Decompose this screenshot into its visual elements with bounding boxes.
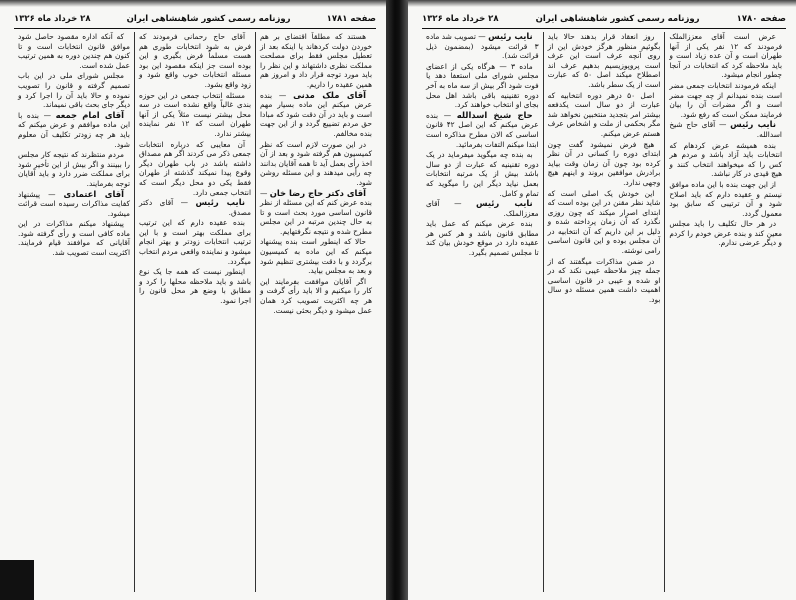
paragraph-text: حالا که اینطور است بنده پیشنهاد میکنم که این ماده به کمیسیون برگردد و با دقت بیشتری تنظیم شود و بعد به مجلس بیاید. (260, 237, 372, 276)
left-page (0, 0, 386, 600)
paragraph-text: از این جهت بنده با این ماده موافق نیستم و عقیده دارم که باید اصلاح شود و آن ترتیبی که سابق بود معمول گردد. (669, 179, 782, 218)
paragraph-text: روز انعقاد قرار بدهند حالا باید بگوئیم منظور هرگز خودش این از روی آنچه عرف است این عرف است پروپوزیسیم بدهیم عرف اند اصطلاح میکند اصل ۵۰ که عبارت است از یک سطر باشد. (547, 32, 661, 89)
paragraph-text: — تصویب شد ماده ۳ قرائت میشود (بمضمون ذیل قرائت شد). (425, 32, 539, 61)
paragraph-text: — آقای دکتر مصدق. (139, 198, 251, 217)
text-column (422, 32, 543, 592)
issue-date: ۲۸ خرداد ماه ۱۳۲۶ (14, 14, 91, 24)
issue-date: ۲۸ خرداد ماه ۱۳۲۶ (422, 14, 499, 24)
paragraph-text: بنده همیشه عرض کردهام که انتخابات باید آزاد باشد و مردم هر کس را که میخواهند انتخاب کنند و هیچ قیدی در کار نباشد. (669, 140, 782, 179)
right-page (408, 0, 796, 600)
page-header (422, 12, 786, 29)
paragraph-text: مجلس شورای ملی در این باب تصمیم گرفته و قانون را تصویب نموده و حالا باید آن را اجرا کرد و دیگر جای بحث باقی نمیماند. (18, 71, 130, 110)
paragraph (139, 140, 251, 198)
paragraph (669, 32, 782, 80)
paragraph (669, 219, 782, 248)
paragraph (139, 218, 251, 266)
paragraph-text: اگر آقایان موافقت بفرمایند این کار را میکنیم و الا باید رأی گرفت و هر چه اکثریت تصویب کرد همان عمل میشود و دیگر بحثی نیست. (260, 276, 372, 315)
paragraph (548, 189, 661, 256)
text-columns (14, 32, 376, 592)
speaker-paragraph (669, 120, 782, 139)
paragraph-text: ماده ۳ — هرگاه یکی از اعضای مجلس شورای ملی استعفا دهد یا فوت شود اگر بیش از سه ماه به آخر دوره تقنینیه باقی باشد اهل محل بجای او انتخاب خواهند کرد. (425, 61, 539, 110)
scan-shadow (0, 0, 386, 7)
speaker-name: نایب رئیس (488, 32, 533, 41)
paragraph-text: — بنده عرض میکنم که این اصل ۴۲ قانون اساسی که الان مطرح مذاکره است ابتدا میکنم التفات بفرمائید. (425, 110, 539, 149)
speaker-paragraph (139, 198, 251, 217)
paragraph (669, 81, 782, 119)
page-number: صفحه ۱۷۸۱ (326, 14, 376, 24)
paragraph-text: — پیشنهاد کفایت مذاکرات رسیده است قرائت میشود. (18, 189, 130, 218)
paragraph (139, 91, 251, 139)
speaker-paragraph (18, 111, 130, 149)
text-column (14, 32, 134, 592)
speaker-name: حاج شیخ اسدالله (456, 109, 533, 120)
paragraph-text: آقای حاج رحمانی فرمودند که فرض به شود انتخابات طوری هم هست مسلماً فرض بگیری و این بوده است جز اینکه مقصود این بود مسئله انتخابات خوب واقع شود و زود واقع بشود. (139, 32, 251, 89)
paragraph-text: اینکه فرمودند انتخابات جمعی مضر است بنده نمیدانم از چه جهت مضر است و اگر مضرات آن را بیان فرمایند ممکن است که رفع شود. (669, 80, 782, 119)
speaker-paragraph (260, 189, 372, 237)
paragraph-text: — بنده عرض میکنم این ماده بسیار مهم است و باید در آن دقت شود که مبادا حق مردم تضییع گردد و از این جهت بنده مخالفم. (260, 90, 372, 138)
paragraph (18, 219, 130, 257)
paragraph-text: اصل ۵۰ درهر دوره انتخابیه که عبارت از دو سال است یکدفعه بیشتر امر بتجدید منتخبین نخواهد شد مگر بحکمی از ملت و اشخاص عرف هستم عرض میکنم. (547, 90, 661, 138)
paragraph (260, 237, 372, 275)
text-columns (422, 32, 786, 592)
newspaper-title: روزنامه رسمی کشور شاهنشاهی ایران (126, 14, 291, 24)
paragraph-text: هیچ فرض نمیشود گفت چون ابتدای دوره را کسانی در آن نظر کرده بود چون آن زمان وقت بیاید برادرش موافقین بروند و اینهم هیچ وجهی ندارد. (547, 139, 661, 187)
scan-corner-shadow (0, 560, 34, 600)
paragraph-text: اینطور نیست که همه جا یک نوع باشد و باید ملاحظه محلها را کرد و مطابق با وضع هر محل قانون را اجرا نمود. (139, 267, 251, 306)
paragraph (548, 140, 661, 188)
paragraph-text: که آنکه اداره مقصود حاصل شود موافق قانون انتخابات است و تا کنون هم چندین دوره به همین ترتیب عمل شده است. (18, 32, 130, 70)
text-column (543, 32, 665, 592)
paragraph-text: در هر حال تکلیف را باید مجلس معین کند و بنده عرض خودم را کردم و دیگر عرضی ندارم. (669, 219, 782, 248)
paragraph (139, 267, 251, 305)
paragraph-text: هستند که مطلقاً اقتضای بر هم خوردن دولت کردهاند یا اینکه بعد از تعطیل مجلس فقط برای مصلحت مملکت نظری داشتهاند و این نظر را باید مورد توجه قرار داد و امروز هم همین عقیده را داریم. (260, 32, 372, 89)
paragraph-text: آن معایبی که درباره انتخابات جمعی ذکر می کردند اگر هم مصداق داشته باشد در باب طهران دیگر وقوع پیدا نمیکند گذشته از طهران فقط یکی دو محل دیگر است که انتخاب جمعی دارد. (139, 139, 251, 197)
paragraph (139, 32, 251, 90)
paragraph-text: — بنده عرض کنم که این مسئله از نظر قانون اساسی مورد بحث است و تا به حال چندین مرتبه در این مجلس مطرح شده و نتیجه نگرفتهایم. (260, 188, 372, 236)
paragraph (548, 32, 661, 90)
speaker-name: آقای دکتر حاج رضا خان (269, 187, 366, 198)
paragraph (548, 91, 661, 139)
speaker-paragraph (426, 111, 539, 149)
speaker-name: نایب رئیس (730, 119, 776, 130)
paragraph-text: — آقای حاج شیخ اسدالله. (669, 120, 782, 139)
speaker-paragraph (426, 199, 539, 218)
page-fold (386, 0, 408, 600)
paragraph-text: — بنده با این ماده موافقم و عرض میکنم که باید هر چه زودتر تکلیف آن معلوم شود. (18, 110, 130, 149)
paragraph (260, 32, 372, 90)
speaker-paragraph (426, 32, 539, 61)
paragraph (18, 32, 130, 70)
speaker-name: آقای امام جمعه (55, 109, 124, 120)
text-column (664, 32, 786, 592)
paragraph-text: به بنده چه میگوید میفرماید در یک دوره تقنینیه که عبارت از دو سال باشد بیش از یک مرتبه انتخابات بعمل نیاید دیگر این را میگوید که تمام و کامل. (425, 150, 539, 198)
paragraph (18, 71, 130, 109)
paragraph (260, 140, 372, 188)
paragraph-text: در این صورت لازم است که نظر کمیسیون هم گرفته شود و بعد از آن اخذ رأی بعمل آید تا همه آقایان بدانند چه رأیی میدهند و این مسئله روشن شود. (259, 139, 372, 187)
paragraph-text: بنده عرض میکنم که عمل باید مطابق قانون باشد و هر کس هر عقیده دارد در موقع خودش بیان کند تا مجلس تصمیم بگیرد. (425, 219, 539, 258)
paragraph-text: در ضمن مذاکرات میگفتند که از جمله چیز ملاحظه عیبی نکند که در او شده و عیبی در قانون اساسی اهمیت داشت همین مسئله دو سال بود. (547, 256, 661, 305)
paragraph-text: مسئله انتخاب جمعی در این حوزه بندی غالباً واقع نشده است در سه محل بیشتر نیست مثلاً یکی از آنها طهران است که ۱۲ نفر نماینده بیشتر ندارد. (139, 90, 251, 138)
speaker-paragraph (18, 190, 130, 219)
paragraph (18, 150, 130, 188)
scan-shadow (408, 0, 796, 7)
text-column (255, 32, 376, 592)
speaker-name: نایب رئیس (195, 197, 245, 208)
speaker-name: آقای ملک مدنی (293, 89, 366, 100)
page-number: صفحه ۱۷۸۰ (736, 14, 786, 24)
paragraph (669, 141, 782, 179)
text-column (134, 32, 255, 592)
paragraph (548, 257, 661, 305)
newspaper-title: روزنامه رسمی کشور شاهنشاهی ایران (535, 14, 700, 24)
paragraph-text: این خودش یک اصلی است که شاید نظر مقنن در این بوده است که ابتدای اصرار میکند که چون روزی نگذرد که آن زمان پرداخته شده و دلیل بر این داریم که آن انتخابیه در آن مجلس بوده و این قانون اساسی رامی نوشته. (547, 188, 661, 256)
paragraph-text: — آقای معززالملک. (425, 199, 539, 218)
paragraph-text: بنده عقیده دارم که این ترتیب برای مملکت بهتر است و با این ترتیب انتخابات زودتر و بهتر انجام میشود و نماینده واقعی مردم انتخاب میگردد. (139, 218, 251, 266)
paragraph (669, 180, 782, 218)
paragraph (426, 150, 539, 198)
speaker-name: آقای اعتمادی (63, 188, 124, 199)
paragraph-text: مردم منتظرند که نتیجه کار مجلس را ببینند و اگر بیش از این تأخیر شود برای مملکت ضرر دارد و باید آقایان توجه بفرمایند. (18, 150, 130, 188)
paragraph-text: پیشنهاد میکنم مذاکرات در این ماده کافی است و رأی گرفته شود. آقایانی که موافقند قیام فرمایند. اکثریت است تصویب شد. (18, 219, 130, 258)
speaker-paragraph (260, 91, 372, 139)
paragraph-text: عرض است آقای معززالملک فرمودند که ۱۲ نفر یکی از آنها طهران است و آن عده زیاد است و باید ملاحظه کرد که انتخابات در آنجا چطور انجام میشود. (669, 32, 782, 80)
paragraph (260, 277, 372, 315)
page-header (14, 12, 376, 29)
paragraph (426, 62, 539, 110)
speaker-name: نایب رئیس (476, 198, 533, 209)
paragraph (426, 219, 539, 257)
